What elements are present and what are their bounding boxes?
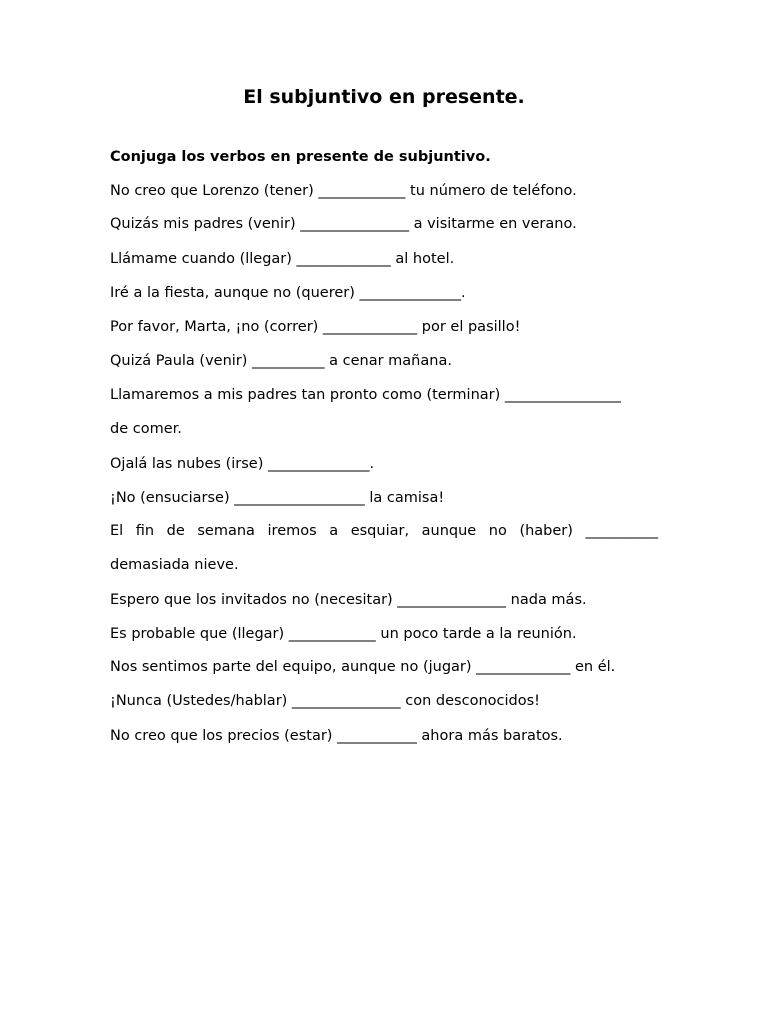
- exercise-line: No creo que los precios (estar) ___________ ahora más baratos.: [110, 728, 563, 744]
- exercise-line: ¡Nunca (Ustedes/hablar) _______________ con desconocidos!: [110, 693, 540, 709]
- exercise-line: El fin de semana iremos a esquiar, aunque no (haber) __________: [110, 523, 658, 539]
- instruction-text: Conjuga los verbos en presente de subjuntivo.: [110, 149, 491, 165]
- exercise-line: Iré a la fiesta, aunque no (querer) ______________.: [110, 285, 466, 301]
- exercise-line-continuation: de comer.: [110, 421, 182, 437]
- exercise-line: Espero que los invitados no (necesitar) _______________ nada más.: [110, 592, 587, 608]
- exercise-line: Por favor, Marta, ¡no (correr) _____________ por el pasillo!: [110, 319, 521, 335]
- exercise-line-continuation: demasiada nieve.: [110, 557, 239, 573]
- exercise-line: Quizás mis padres (venir) _______________ a visitarme en verano.: [110, 216, 577, 232]
- exercise-line: Ojalá las nubes (irse) ______________.: [110, 456, 375, 472]
- exercise-line: ¡No (ensuciarse) __________________ la camisa!: [110, 490, 445, 506]
- exercise-line: Quizá Paula (venir) __________ a cenar mañana.: [110, 353, 452, 369]
- exercise-line: No creo que Lorenzo (tener) ____________ tu número de teléfono.: [110, 183, 577, 199]
- page-title: El subjuntivo en presente.: [243, 86, 525, 108]
- exercise-line: Llámame cuando (llegar) _____________ al hotel.: [110, 251, 455, 267]
- exercise-line: Nos sentimos parte del equipo, aunque no (jugar) _____________ en él.: [110, 659, 616, 675]
- exercise-line: Es probable que (llegar) ____________ un poco tarde a la reunión.: [110, 626, 577, 642]
- exercise-line: Llamaremos a mis padres tan pronto como (terminar) ________________: [110, 387, 621, 403]
